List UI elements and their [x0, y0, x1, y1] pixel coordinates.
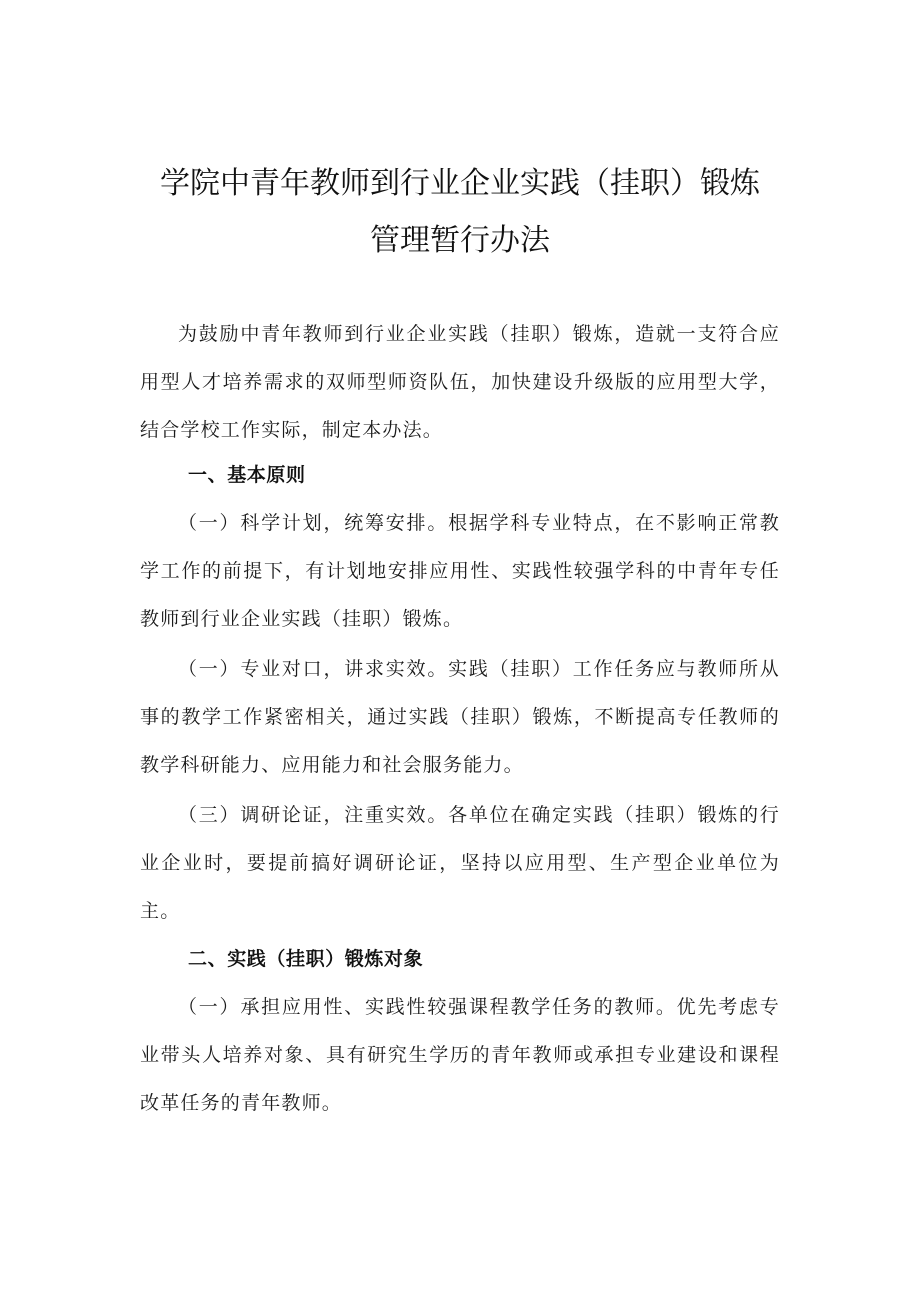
document-title-line-1: 学院中青年教师到行业企业实践（挂职）锻炼: [160, 166, 760, 201]
document-title-line-2: 管理暂行办法: [370, 223, 550, 258]
principle-paragraph-1: （一）科学计划，统筹安排。根据学科专业特点，在不影响正常教学工作的前提下，有计划地安排应用性、实践性较强学科的中青年专任教师到行业企业实践（挂职）锻炼。: [140, 512, 780, 630]
intro-paragraph: 为鼓励中青年教师到行业企业实践（挂职）锻炼，造就一支符合应用型人才培养需求的双师型师资队伍，加快建设升级版的应用型大学，结合学校工作实际，制定本办法。: [140, 323, 780, 441]
principle-paragraph-2: （一）专业对口，讲求实效。实践（挂职）工作任务应与教师所从事的教学工作紧密相关，通过实践（挂职）锻炼，不断提高专任教师的教学科研能力、应用能力和社会服务能力。: [140, 658, 780, 776]
section-heading-basic-principles: 一、基本原则: [188, 464, 306, 486]
section-heading-practice-targets: 二、实践（挂职）锻炼对象: [188, 948, 424, 970]
target-paragraph-1: （一）承担应用性、实践性较强课程教学任务的教师。优先考虑专业带头人培养对象、具有研究生学历的青年教师或承担专业建设和课程改革任务的青年教师。: [140, 996, 780, 1114]
principle-paragraph-3: （三）调研论证，注重实效。各单位在确定实践（挂职）锻炼的行业企业时，要提前搞好调研论证，坚持以应用型、生产型企业单位为主。: [140, 804, 780, 922]
